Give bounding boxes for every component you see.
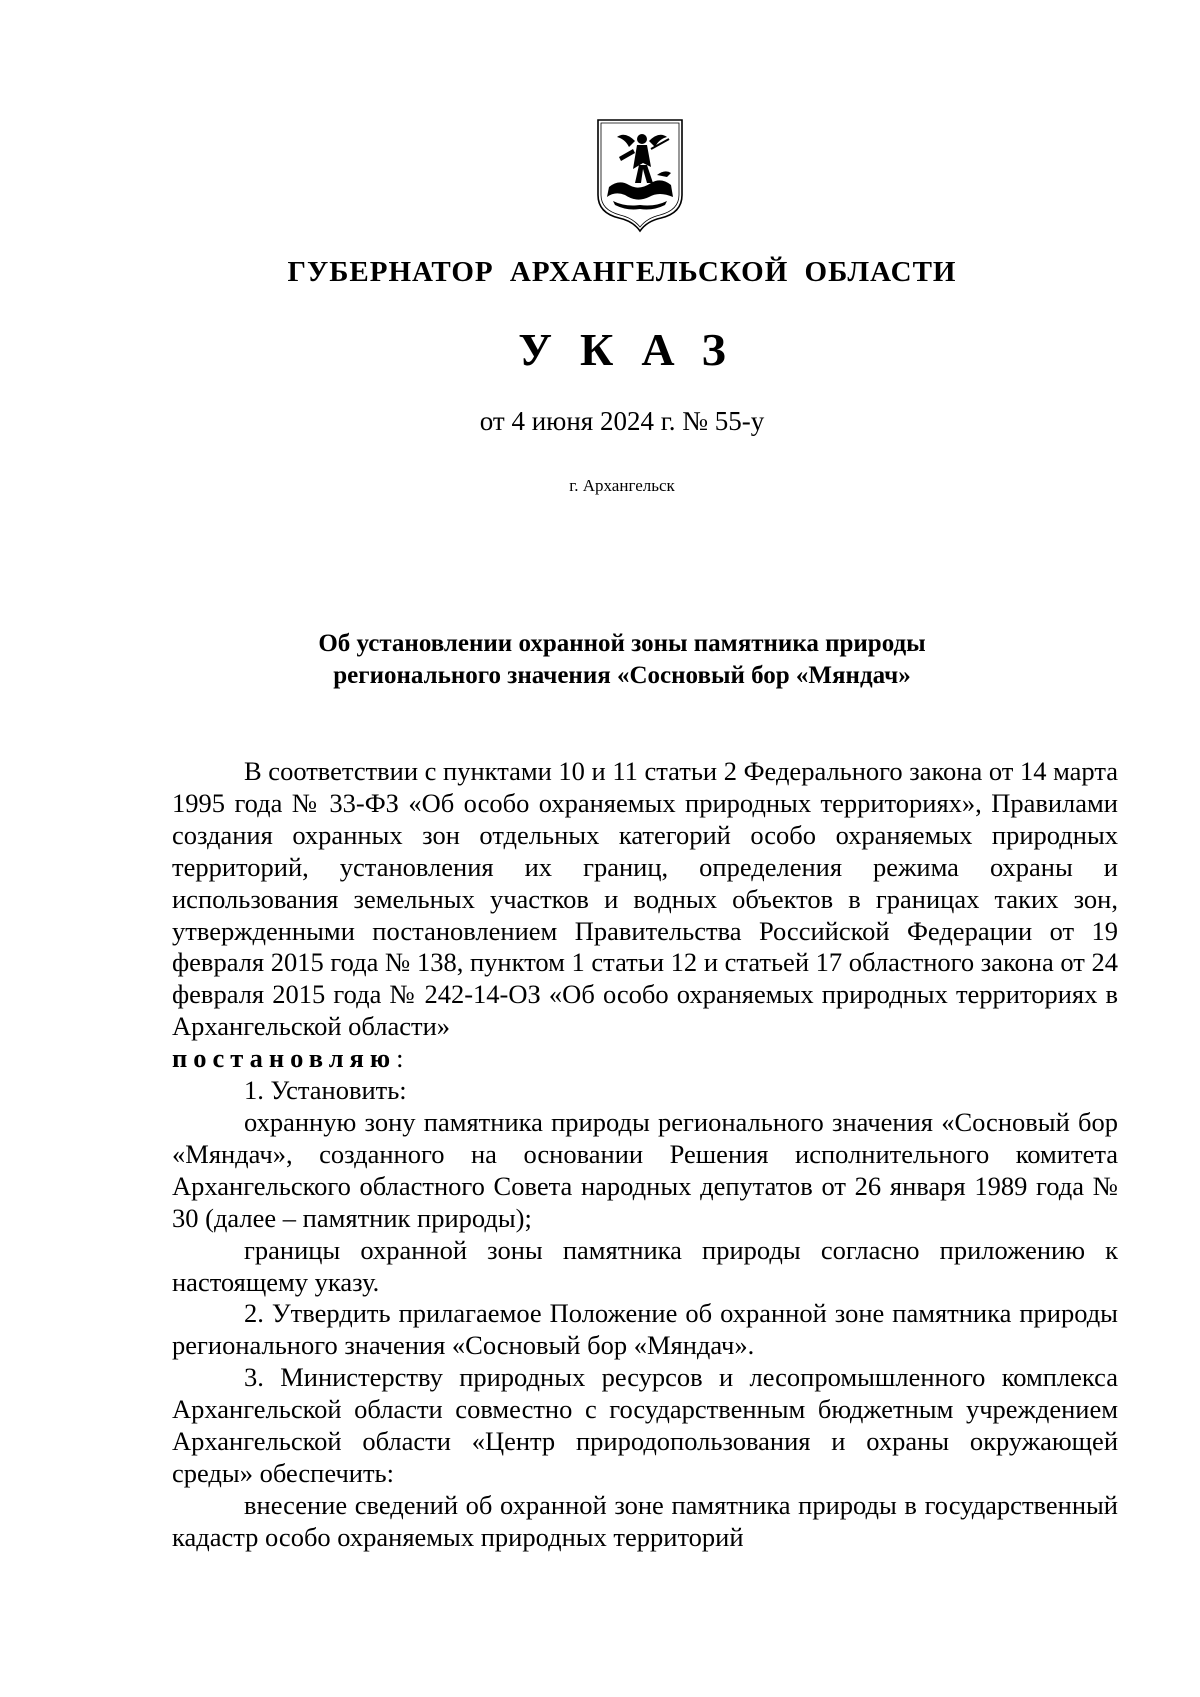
issuing-authority: ГУБЕРНАТОР АРХАНГЕЛЬСКОЙ ОБЛАСТИ (287, 256, 957, 288)
document-type: УКАЗ (518, 324, 754, 375)
body-paragraph: 1. Установить: (244, 1075, 407, 1106)
resolve-colon: : (396, 1043, 404, 1074)
document-title (0, 628, 1200, 692)
document-date-number: от 4 июня 2024 г. № 55-у (479, 406, 765, 436)
resolve-word: постановляю (172, 1043, 397, 1074)
body-paragraph: охранную зону памятника природы регионального значения «Сосновый бор «Мяндач», созданного на основании Решения исполнительного комитета Архангельского областного Совета народных депутатов от 26 января 1989 года № 30 (далее – памятник природы); (172, 1106, 1118, 1233)
body-paragraph: 2. Утвердить прилагаемое Положение об охранной зоне памятника природы регионального значения «Сосновый бор «Мяндач». (172, 1298, 1118, 1361)
document-city: г. Архангельск (569, 476, 675, 495)
resolve-line (172, 1043, 1118, 1075)
document-title-line: регионального значения «Сосновый бор «Мяндач» (333, 662, 911, 689)
arkhangelsk-coat-of-arms-icon (595, 117, 685, 233)
preamble-paragraph: В соответствии с пунктами 10 и 11 статьи 2 Федерального закона от 14 марта 1995 года № 33-ФЗ «Об особо охраняемых природных территориях», Правилами создания охранных зон отдельных категорий особо охраняемых природных территорий, установления их границ, определения режима охраны и использования земельных участков и водных объектов в границах таких зон, утвержденными постановлением Правительства Российской Федерации от 19 февраля 2015 года № 138, пунктом 1 статьи 12 и статьей 17 областного закона от 24 февраля 2015 года № 242-14-ОЗ «Об особо охраняемых природных территориях в Архангельской области» (172, 756, 1118, 1042)
document-title-line: Об установлении охранной зоны памятника природы (318, 630, 926, 657)
body-paragraph: границы охранной зоны памятника природы согласно приложению к настоящему указу. (172, 1234, 1118, 1297)
body-paragraph: внесение сведений об охранной зоне памятника природы в государственный кадастр особо охраняемых природных территорий (172, 1489, 1118, 1552)
document-body (172, 756, 1118, 1554)
body-paragraph: 3. Министерству природных ресурсов и лесопромышленного комплекса Архангельской области совместно с государственным бюджетным учреждением Архангельской области «Центр природопользования и охраны окружающей среды» обеспечить: (172, 1362, 1118, 1488)
